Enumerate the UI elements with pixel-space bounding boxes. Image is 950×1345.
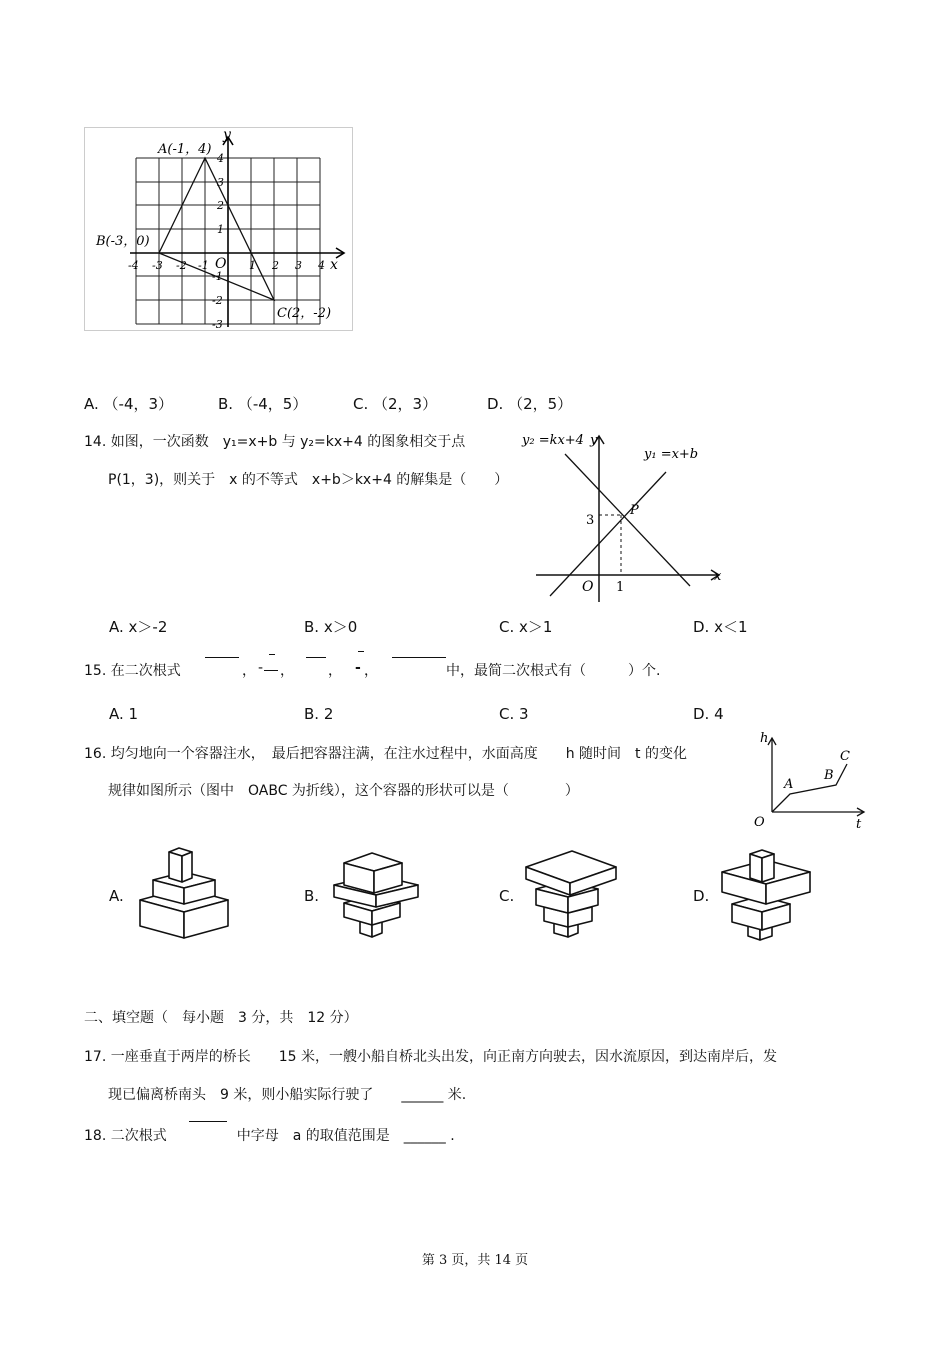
q16-line-1: 16. 均匀地向一个容器注水， 最后把容器注满，在注水过程中，水面高度 h 随时间 t 的变化 bbox=[84, 746, 687, 762]
y-tick: 2 bbox=[217, 199, 224, 212]
axis-t-label: t bbox=[856, 817, 862, 832]
q17-line-2: 现已偏离桥南头 9 米，则小船实际行驶了 ______ 米. bbox=[108, 1087, 467, 1103]
q13-option-b: B. （-4，5） bbox=[218, 395, 308, 413]
q15-sep-2: - bbox=[258, 660, 264, 676]
y-tick: 1 bbox=[217, 223, 224, 236]
q13-option-d: D. （2，5） bbox=[487, 395, 573, 413]
q15-option-d: D. 4 bbox=[693, 705, 724, 723]
x-tick: -1 bbox=[198, 259, 209, 272]
q16-graph-figure bbox=[748, 728, 870, 832]
x-tick: 1 bbox=[249, 259, 256, 272]
q14-option-b: B. x＞0 bbox=[304, 618, 358, 636]
q18-text: 18. 二次根式 中字母 a 的取值范围是 ______ . bbox=[84, 1128, 455, 1144]
point-c-label: C(2，-2) bbox=[277, 306, 332, 321]
container-a-svg bbox=[136, 842, 236, 942]
container-a-figure bbox=[136, 842, 236, 942]
radical-bar-1 bbox=[205, 657, 239, 658]
q15-prefix: 15. 在二次根式 bbox=[84, 663, 181, 679]
container-b-figure bbox=[330, 845, 430, 943]
origin-label: O bbox=[215, 256, 227, 272]
q14-lines-svg bbox=[518, 426, 730, 606]
q14-option-d: D. x＜1 bbox=[693, 618, 748, 636]
container-c-svg bbox=[522, 843, 622, 941]
x-tick: -3 bbox=[152, 259, 163, 272]
container-d-figure bbox=[718, 846, 818, 944]
q14-option-c: C. x＞1 bbox=[499, 618, 553, 636]
label-y1: y₁ =x+b bbox=[644, 447, 699, 462]
x-tick: 3 bbox=[295, 259, 302, 272]
q17-line-1: 17. 一座垂直于两岸的桥长 15 米，一艘小船自桥北头出发，向正南方向驶去，因水流原因，到达南岸后，发 bbox=[84, 1049, 777, 1065]
radical-bar-4a bbox=[358, 651, 364, 652]
point-a-label: A bbox=[784, 777, 794, 792]
q16-graph-svg bbox=[748, 728, 870, 832]
q14-lines-figure bbox=[518, 426, 730, 606]
y-tick: 4 bbox=[217, 152, 224, 165]
radical-bar-3 bbox=[306, 657, 326, 658]
y-tick: 3 bbox=[217, 176, 224, 189]
y-tick: -1 bbox=[212, 270, 223, 283]
y-tick: -3 bbox=[212, 318, 223, 331]
axis-y-label: y bbox=[590, 433, 598, 448]
q15-sep-3: ， bbox=[280, 663, 294, 679]
q15-sep-4: ， bbox=[328, 663, 342, 679]
line-y1 bbox=[550, 472, 666, 596]
q15-sep-5: - bbox=[355, 660, 361, 676]
x-tick: 4 bbox=[318, 259, 325, 272]
q16-option-d: D. bbox=[693, 887, 710, 905]
point-c-label: C bbox=[840, 749, 850, 764]
q16-option-c: C. bbox=[499, 887, 515, 905]
q13-option-c: C. （2，3） bbox=[353, 395, 438, 413]
x-tick: 2 bbox=[272, 259, 279, 272]
line-y2 bbox=[565, 454, 690, 586]
q15-option-a: A. 1 bbox=[109, 705, 139, 723]
radical-bar-5 bbox=[392, 657, 446, 658]
tick-1-label: 1 bbox=[616, 580, 625, 595]
q14-line-1: 14. 如图，一次函数 y₁=x+b 与 y₂=kx+4 的图象相交于点 bbox=[84, 434, 466, 450]
q13-option-a: A. （-4，3） bbox=[84, 395, 174, 413]
point-b-label: B bbox=[824, 768, 834, 783]
axis-h-label: h bbox=[760, 731, 769, 746]
container-d-svg bbox=[718, 846, 818, 944]
point-a-label: A(-1，4) bbox=[158, 142, 212, 157]
q15-sep-1: ， bbox=[242, 663, 256, 679]
q16-option-b: B. bbox=[304, 887, 320, 905]
origin-label: O bbox=[754, 815, 765, 830]
radical-bar-q18 bbox=[189, 1121, 227, 1122]
q15-option-b: B. 2 bbox=[304, 705, 334, 723]
radical-bar-2a bbox=[269, 654, 275, 655]
x-tick: -2 bbox=[176, 259, 187, 272]
section-2-title: 二、填空题（ 每小题 3 分，共 12 分） bbox=[84, 1010, 358, 1026]
q14-line-2: P(1，3)，则关于 x 的不等式 x+b＞kx+4 的解集是（ ） bbox=[108, 472, 509, 488]
q15-sep-6: ， bbox=[364, 663, 378, 679]
label-y2: y₂ =kx+4 bbox=[522, 433, 584, 448]
triangle-grid-svg bbox=[84, 127, 354, 332]
y-tick: -2 bbox=[212, 294, 223, 307]
axis-x-label: x bbox=[330, 257, 338, 273]
point-b-label: B(-3，0) bbox=[96, 234, 150, 249]
axis-x-label: x bbox=[714, 569, 722, 584]
axis-y-label: y bbox=[223, 127, 231, 143]
container-b-svg bbox=[330, 845, 430, 943]
point-p-label: P bbox=[630, 503, 639, 518]
q15-suffix: 中，最简二次根式有（ ）个. bbox=[446, 663, 661, 679]
fraction-bar bbox=[264, 670, 278, 671]
q16-line-2: 规律如图所示（图中 OABC 为折线），这个容器的形状可以是（ ） bbox=[108, 783, 579, 799]
q15-option-c: C. 3 bbox=[499, 705, 529, 723]
page-footer: 第 3 页，共 14 页 bbox=[421, 1253, 529, 1268]
tick-3-label: 3 bbox=[586, 513, 595, 528]
q16-option-a: A. bbox=[109, 887, 124, 905]
q14-option-a: A. x＞-2 bbox=[109, 618, 168, 636]
origin-label: O bbox=[582, 579, 594, 595]
container-c-figure bbox=[522, 843, 622, 941]
x-tick: -4 bbox=[128, 259, 139, 272]
triangle-grid-figure bbox=[84, 127, 354, 332]
